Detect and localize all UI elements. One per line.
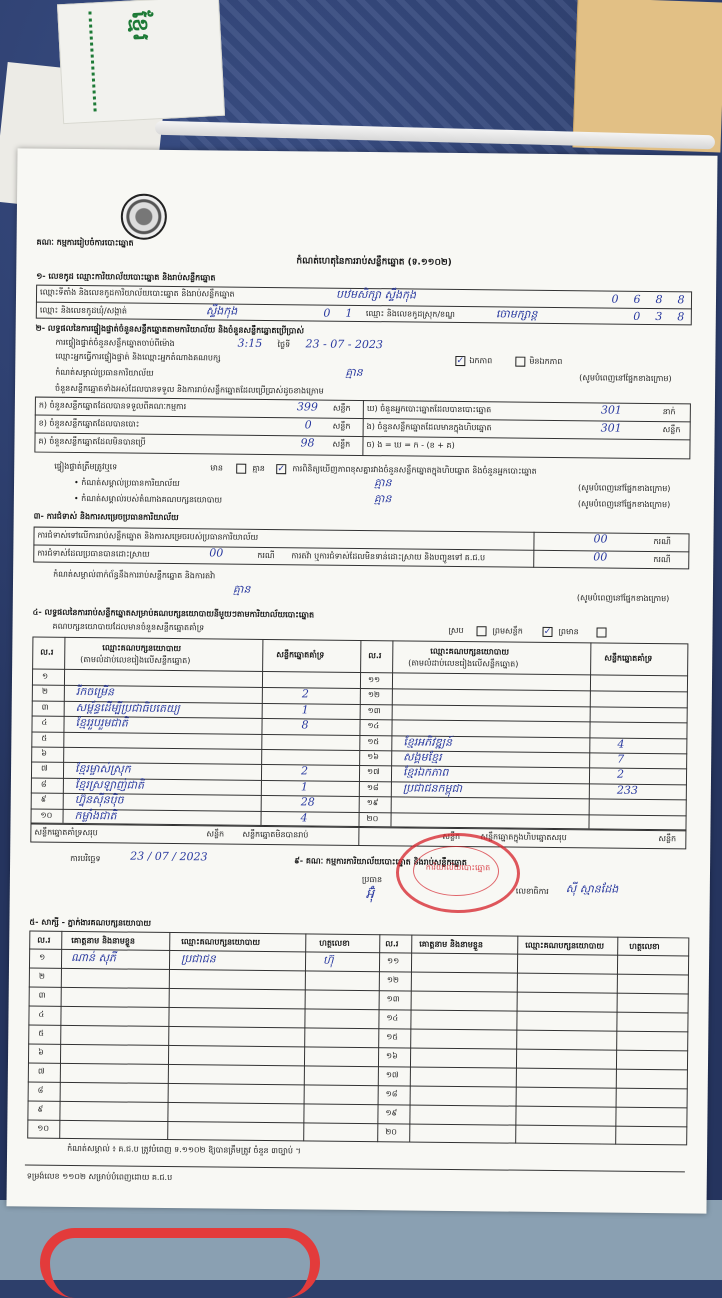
package-print: ខ្មែរ (126, 10, 154, 44)
witness-row-no: ៨ (37, 1085, 44, 1095)
witness-right-row-no: ១១ (387, 956, 400, 966)
party-row-no: ៦ (41, 748, 47, 758)
objection-note-label: កំណត់សម្គាល់ពាក់ព័ន្ធនឹងការរាប់សន្លឹកឆ្នោត និងការតវ៉ា (53, 569, 216, 581)
verify-date-value: 23 - 07 - 2023 (305, 337, 384, 352)
secretary-signature: ស៊ី ស្មានដែង (565, 882, 619, 896)
bullet-party-hint: (សូមបំពេញនៅផ្នែកខាងក្រោម) (577, 499, 671, 510)
party-row-no: ១០ (40, 810, 53, 820)
chair-label: ប្រធាន (361, 875, 383, 885)
package (57, 0, 225, 124)
party-row-no: ១៥ (367, 736, 380, 746)
objection-unit: ករណី (653, 537, 671, 547)
party-row-no: ៧ (41, 764, 48, 774)
section5-title: ៥- សាក្សី - ភ្នាក់ងារគណបក្សនយោបាយ (29, 917, 152, 928)
bullet-party-label: • កំណត់សម្គាល់របស់តំណាងគណបក្សនយោបាយ (73, 493, 223, 505)
section4-opt2: ព្រមសន្លឹក (492, 626, 523, 636)
witness-no-header: ល.រ (37, 935, 51, 945)
district-code-2: 3 (655, 310, 663, 324)
count-a-label: ក) ចំនួនសន្លឹកឆ្នោតដែលបានទទួលពីគណៈកម្មការ (38, 400, 187, 412)
party-row-no: ៤ (41, 717, 48, 727)
count-a-value: 399 (296, 400, 318, 414)
objection-value: 00 (593, 532, 608, 546)
verify-yes-label: មាន (210, 463, 223, 473)
chair-note-value: គ្មាន (345, 365, 363, 379)
location-label: ឈ្មោះទីតាំង និងលេខកូដការិយាល័យបោះឆ្នោត និងរាប់សន្លឹកឆ្នោត (40, 287, 235, 299)
district-label: ឈ្មោះ និងលេខកូដស្រុក/ខណ្ឌ (365, 309, 455, 319)
witness-right-row-no: ១៣ (386, 994, 400, 1004)
chair-note-label: កំណត់សម្គាល់ប្រធានការិយាល័យ (55, 367, 154, 378)
footer-separator (25, 1164, 685, 1172)
party-row-name: ខ្មែរឯកភាព (402, 765, 449, 780)
section1-title: ១- លេខកូដ ឈ្មោះការិយាល័យបោះឆ្នោត និងរាប់សន្លឹកឆ្នោត (36, 271, 216, 283)
date-value: 23 / 07 / 2023 (130, 849, 208, 864)
party-row-no: ៣ (41, 702, 49, 712)
unresolved-label: ការតវ៉ា ឬការជំទាស់ដែលមិនទាន់ដោះស្រាយ និងបញ្ជូនទៅ គ.ជ.ប (291, 551, 486, 563)
package-dots (88, 11, 100, 111)
section3-title: ៣- ការជំទាស់ និងការសម្រេចប្រធានការិយាល័យ (33, 511, 179, 523)
party-row-name: ហ្វ៊ុនស៊ីនប៉ិច (74, 793, 124, 807)
witness-name-header: គោត្តនាម និងនាមខ្លួន (71, 935, 136, 946)
resolved-value: 00 (209, 546, 224, 560)
location-code-2: 6 (633, 292, 641, 306)
party-row-votes: 2 (300, 764, 309, 778)
party-row-name: សម្ព័ន្ធដើម្បីប្រជាធិបតេយ្យ (75, 700, 180, 715)
witness-right-name-header: គោត្តនាម និងនាមខ្លួន (419, 939, 484, 950)
party-row-name: រីកចម្រើន (75, 685, 115, 699)
verify-time-value: 3:15 (237, 336, 263, 350)
count-e-label: ង) ចំនួនសន្លឹកឆ្នោតដែលមានក្នុងហិបឆ្នោត (366, 422, 492, 433)
witness-right-row-no: ១៥ (386, 1032, 399, 1042)
witness-right-row-no: ១៩ (385, 1108, 398, 1118)
disagree-checkbox (515, 357, 525, 367)
total-invalid-unit: សន្លឹក (442, 831, 461, 842)
witness-row-no: ១០ (37, 1123, 50, 1133)
party-row-no: ១៩ (366, 798, 379, 808)
party-row-no: ២ (41, 687, 48, 697)
party-row-name: ខ្មែរស្រឡាញ់ជាតិ (74, 777, 145, 792)
party-row-no: ១៣ (367, 705, 381, 715)
verify-yes-checkbox (236, 464, 246, 474)
party-row-votes: 1 (300, 780, 308, 794)
witness-right-row-no: ១២ (386, 975, 400, 985)
party-row-votes: 2 (616, 768, 625, 782)
district-value: ចោមក្សាន្ត (495, 307, 538, 321)
witness-right-row-no: ១៨ (385, 1089, 398, 1099)
verify-no-label: គ្មាន (252, 463, 265, 473)
section4-note: គណបក្សនយោបាយដែលមានចំនួនសន្លឹកឆ្នោតគាំទ្រ (52, 621, 205, 633)
witness-row-no: ៤ (38, 1009, 45, 1019)
agree-checkbox: ✓ (456, 355, 465, 367)
verify-difference-text: ការពិនិត្យឃើញភាពខុសគ្នារវាងចំនួនសន្លឹកឆ្នោតក្នុងហិបឆ្នោត និងចំនួនអ្នកបោះឆ្នោត (292, 464, 537, 476)
location-code-3: 8 (655, 293, 663, 307)
objection-note-value: គ្មាន (232, 582, 251, 596)
witness-right-row-no: ១៤ (386, 1013, 399, 1023)
witness-table (27, 931, 689, 1146)
count-b-label: ខ) ចំនួនសន្លឹកឆ្នោតដែលបានបោះ (38, 418, 140, 429)
party-row-votes: 233 (616, 783, 638, 797)
witness-right-row-no: ២០ (385, 1127, 398, 1137)
total-ballot-unit: សន្លឹក (658, 834, 677, 844)
right-col-votes-header: សន្លឹកឆ្នោតគាំទ្រ (604, 653, 653, 664)
party-row-name: ខ្មែរម្ចាស់ស្រុក (74, 762, 131, 776)
verify-date-label: ថ្ងៃទី (277, 340, 291, 350)
witness-row-party: ប្រជាជន (181, 952, 216, 966)
left-col-party-subheader: (តាមលំដាប់លេខរៀងលើសន្លឹកឆ្នោត) (80, 655, 191, 666)
count-d-label: ឃ) ចំនួនអ្នកបោះឆ្នោតដែលបានបោះឆ្នោត (366, 404, 492, 415)
bullet-party-value: គ្មាន (373, 492, 392, 506)
count-b-unit: សន្លឹក (332, 421, 351, 431)
disagree-label: មិនឯកភាព (529, 356, 563, 367)
form-footer: ទម្រង់លេខ ១១០២ សម្រាប់បំពេញដោយ គ.ជ.ប (26, 1171, 173, 1183)
secretary-label: លេខាធិការ (515, 886, 549, 896)
party-row-no: ២០ (366, 813, 379, 823)
party-row-votes: 2 (301, 687, 309, 701)
agency-name: គណៈ កម្មការរៀបចំការបោះឆ្នោត (36, 237, 134, 248)
left-col-party-header: ឈ្មោះគណបក្សនយោបាយ (102, 643, 182, 654)
form-title: កំណត់ហេតុនៃការរាប់សន្លឹកឆ្នោត (ទ.១១០២) (296, 256, 452, 268)
resolved-unit: ករណី (257, 550, 275, 561)
commune-label: ឈ្មោះ និងលេខកូដឃុំ/សង្កាត់ (39, 305, 127, 316)
ballot-count-intro: ចំនួនសន្លឹកឆ្នោតទាំងអស់ដែលបានទទួល និងការរាប់សន្លឹកឆ្នោតដែលប្រើប្រាស់ដូចខាងក្រោម (55, 383, 324, 396)
count-c-unit: សន្លឹក (332, 439, 351, 449)
witness-sign-header: ហត្ថលេខា (319, 938, 350, 948)
witness-row-no: ៩ (37, 1104, 44, 1114)
chair-signature: អ៊ុំ (365, 887, 375, 903)
section4-opt1-checkbox (476, 626, 486, 636)
witness-right-party-header: ឈ្មោះគណបក្សនយោបាយ (525, 940, 605, 951)
witness-row-no: ៧ (37, 1066, 45, 1076)
right-col-no-header: ល.រ (368, 651, 382, 661)
party-row-votes: 4 (617, 737, 625, 751)
party-row-no: ១៤ (367, 721, 380, 731)
count-e-value: 301 (600, 421, 622, 435)
location-code-4: 8 (677, 293, 685, 307)
location-value: បឋមសិក្សា ស្ទឹងកុង (335, 287, 417, 302)
count-e-unit: សន្លឹក (662, 425, 681, 435)
resolved-label: ការជំទាស់ដែលប្រធានបានដោះស្រាយ (37, 548, 150, 559)
section4-opt3-checkbox (596, 627, 606, 637)
witness-row-no: ៦ (38, 1047, 44, 1057)
unresolved-unit: ករណី (653, 555, 671, 565)
party-row-name: ខ្មែរអភិវឌ្ឍន៍ (403, 735, 453, 749)
witness-party-header: ឈ្មោះគណបក្សនយោបាយ (181, 937, 261, 947)
party-row-no: ៩ (40, 794, 47, 804)
official-stamp (396, 832, 521, 913)
party-row-no: ១៧ (367, 767, 380, 777)
witness-row-no: ៥ (38, 1028, 45, 1038)
witness-row-no: ១ (39, 952, 46, 962)
count-b-value: 0 (304, 418, 312, 432)
section4-opt3: ព្រមាន (558, 627, 579, 637)
party-row-votes: 8 (301, 718, 309, 732)
party-row-no: ១ (41, 671, 49, 681)
total-votes-unit: សន្លឹក (206, 829, 225, 839)
party-row-no: ១១ (367, 675, 381, 685)
section4-opt1: ស្រប (448, 625, 464, 636)
footnote: កំណត់សម្គាល់ ៖ គ.ជ.ប ត្រូវបំពេញ ទ.១១០២ ឱ្យបានត្រឹមត្រូវ ចំនួន ៣ច្បាប់ ។ (67, 1143, 301, 1156)
party-row-votes: 4 (300, 810, 308, 825)
commune-code-1: 0 (323, 306, 331, 320)
witness-right-sign-header: ហត្ថលេខា (629, 941, 660, 952)
total-ballot-label: សន្លឹកឆ្នោតក្នុងហិបឆ្នោតសរុប (480, 832, 567, 843)
location-code-1: 0 (611, 292, 619, 306)
bullet-chair-hint: (សូមបំពេញនៅផ្នែកខាងក្រោម) (577, 483, 671, 494)
witness-row-name: ណាន់ សុភី (71, 950, 117, 965)
emblem-seal-icon (121, 193, 167, 239)
witness-right-no-header: ល.រ (385, 939, 399, 949)
commune-code-2: 1 (345, 306, 353, 320)
count-d-unit: នាក់ (662, 407, 676, 417)
total-votes-label: សន្លឹកឆ្នោតគាំទ្រសរុប (34, 827, 98, 838)
date-label: ការបរិច្ឆេទ (70, 853, 101, 864)
scissors-handle (40, 1228, 320, 1298)
right-col-party-header: ឈ្មោះគណបក្សនយោបាយ (430, 646, 510, 657)
ballot-count-form (6, 148, 717, 1213)
right-col-party-subheader: (តាមលំដាប់លេខរៀងលើសន្លឹកឆ្នោត) (408, 658, 519, 669)
count-a-unit: សន្លឹក (332, 403, 351, 413)
witness-right-row-no: ១៧ (385, 1070, 399, 1080)
verify-time-label: ការផ្ទៀងផ្ទាត់ចំនួនសន្លឹកឆ្នោតចាប់ពីម៉ោង (55, 337, 175, 349)
party-row-no: ៨ (40, 779, 47, 789)
party-row-name: ខ្មែររួបរួមជាតិ (75, 716, 128, 730)
party-row-no: ៥ (41, 733, 48, 743)
envelope (572, 0, 722, 153)
stamp-text: ការិយាល័យបោះឆ្នោត (425, 862, 491, 873)
witness-row-no: ២ (38, 971, 46, 981)
witness-right-row-no: ១៦ (386, 1051, 398, 1061)
objection-note-hint: (សូមបំពេញនៅផ្នែកខាងក្រោម) (576, 593, 670, 604)
bullet-chair-label: • កំណត់សម្គាល់ប្រធានការិយាល័យ (74, 477, 180, 489)
section4-title: ៤- លទ្ធផលនៃការរាប់សន្លឹកឆ្នោតសម្រាប់គណបក្សនយោបាយនីមួយៗតាមការិយាល័យបោះឆ្នោត (32, 607, 315, 620)
left-col-votes-header: សន្លឹកឆ្នោតគាំទ្រ (276, 650, 325, 660)
party-row-no: ១៦ (367, 752, 379, 762)
total-invalid-label: សន្លឹកឆ្នោតមិនបានរាប់ (242, 829, 309, 840)
agree-label: ឯកភាព (469, 356, 493, 366)
count-c-value: 98 (300, 436, 315, 450)
party-row-name: ប្រជាជនកម្ពុជា (402, 781, 463, 795)
verify-names-label: ឈ្មោះអ្នកធ្វើការផ្ទៀងផ្ទាត់ និងឈ្មោះអ្នកតំណាងគណបក្ស (55, 351, 221, 363)
count-d-value: 301 (600, 403, 622, 417)
left-col-no-header: ល.រ (40, 647, 54, 657)
district-code-1: 0 (633, 309, 641, 323)
committee-title: ៩- គណៈ កម្មការការិយាល័យបោះឆ្នោត និងរាប់សន្លឹកឆ្នោត (294, 856, 467, 868)
witness-row-no: ៣ (38, 990, 46, 1000)
chair-note-hint: (សូមបំពេញនៅផ្នែកខាងក្រោម) (579, 373, 672, 384)
bullet-chair-value: គ្មាន (374, 476, 392, 490)
section4-opt2-checkbox: ✓ (543, 626, 552, 637)
party-row-name: សង្គមខ្មែរ (403, 750, 442, 764)
party-row-votes: 28 (300, 795, 315, 809)
district-code-3: 8 (677, 310, 685, 324)
unresolved-value: 00 (593, 550, 608, 564)
party-row-name: កម្លាំងជាតិ (74, 808, 117, 823)
party-row-no: ១២ (367, 690, 381, 700)
party-row-no: ១៨ (366, 782, 379, 792)
verify-match-label: ផ្ទៀងផ្ទាត់ត្រឹមត្រូវឬទេ (54, 461, 118, 472)
party-row-votes: 1 (301, 703, 309, 717)
objection-label: ការជំទាស់ទៅលើការរាប់សន្លឹកឆ្នោត និងការសម្រេចរបស់ប្រធានការិយាល័យ (37, 530, 259, 542)
witness-row-sign: ហ៊ុ (323, 953, 334, 967)
count-f-formula: ច) ង = ឃ = ក - (ខ + គ) (366, 440, 455, 450)
verify-no-checkbox: ✓ (277, 464, 286, 475)
count-c-label: គ) ចំនួនសន្លឹកឆ្នោតដែលមិនបានប្រើ (38, 436, 146, 447)
commune-value: ស្ទឹងកុង (205, 304, 238, 318)
section2-title: ២- លទ្ធផលនៃការផ្ទៀងផ្ទាត់ចំនួនសន្លឹកឆ្នោតតាមការិយាល័យ និងចំនួនសន្លឹកឆ្នោតប្រើប្រាស់ (35, 323, 305, 336)
party-row-votes: 7 (617, 752, 625, 766)
